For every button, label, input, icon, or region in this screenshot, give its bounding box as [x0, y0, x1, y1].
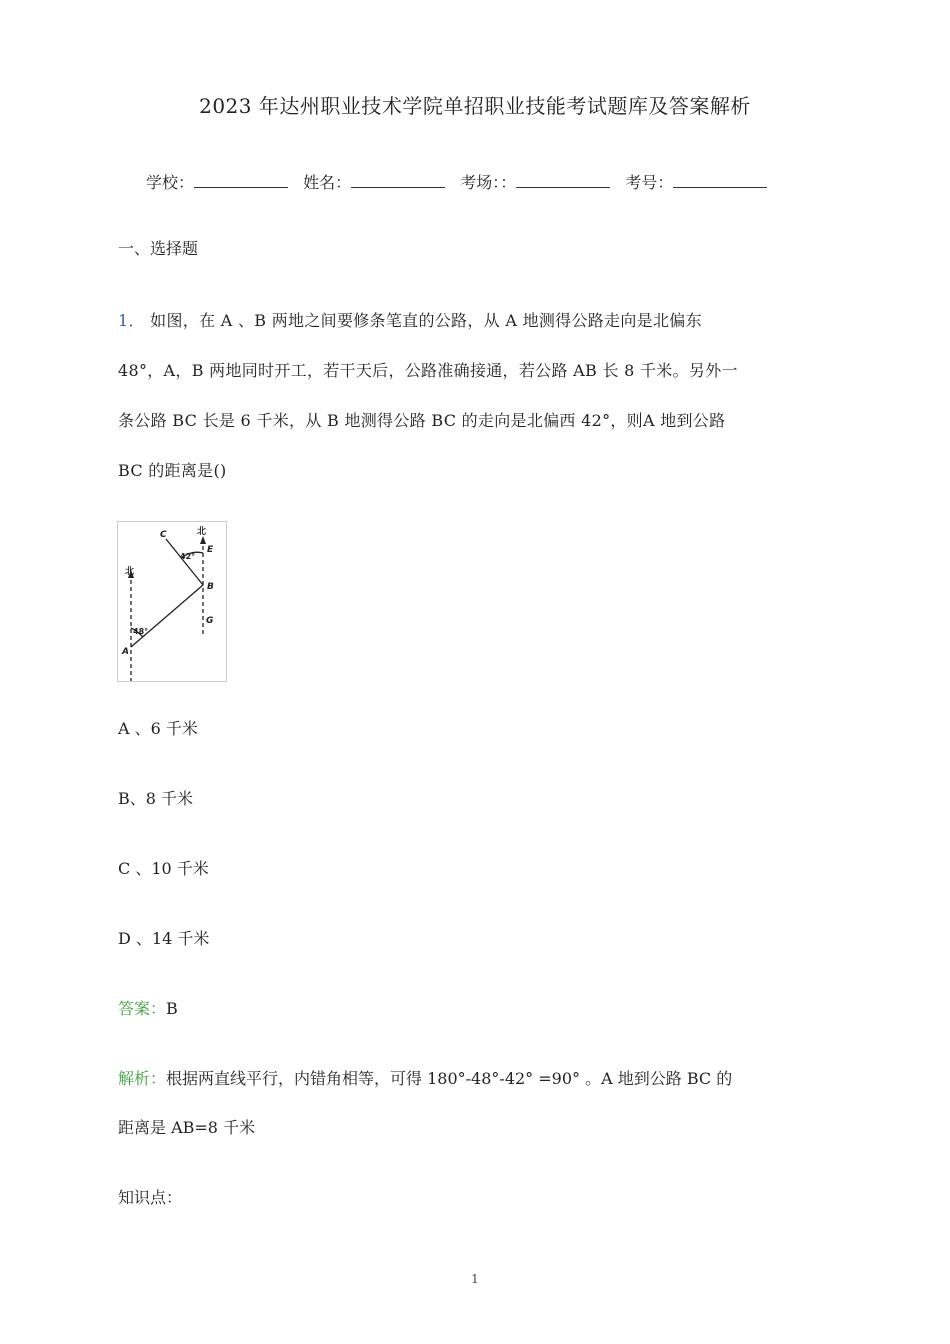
north-arrow-b — [200, 536, 206, 544]
label-e: E — [207, 545, 214, 555]
label-north-left: 北 — [125, 567, 135, 577]
analysis-line-1 — [118, 1066, 732, 1089]
angle-label-42: 42° — [180, 552, 196, 561]
knowledge-label: 知识点： — [118, 1188, 183, 1207]
road-ab — [131, 585, 203, 647]
option-d: D 、14 千米 — [118, 929, 210, 948]
student-info-row — [146, 170, 777, 193]
section-heading: 一、选择题 — [118, 239, 199, 258]
name-label: 姓名： — [303, 173, 352, 192]
id-label: 考号： — [625, 173, 674, 192]
label-b: B — [207, 582, 214, 592]
room-blank — [516, 173, 610, 188]
question-number: 1． — [118, 311, 145, 330]
option-c: C 、10 千米 — [118, 859, 209, 878]
label-a: A — [122, 647, 129, 657]
analysis-label: 解析： — [118, 1069, 167, 1088]
label-g: G — [206, 616, 214, 626]
question-line-4: BC 的距离是() — [118, 461, 227, 480]
analysis-line-2: 距离是 AB=8 千米 — [118, 1118, 256, 1137]
room-label: 考场：： — [460, 173, 517, 192]
school-label: 学校： — [146, 173, 195, 192]
analysis-text: 根据两直线平行，内错角相等，可得 180°-48°-42° =90° 。A 地到公路 BC 的 — [166, 1069, 733, 1088]
name-blank — [351, 173, 445, 188]
road-bc — [166, 539, 203, 585]
question-line-3: 条公路 BC 长是 6 千米，从 B 地测得公路 BC 的走向是北偏西 42°，则A 地到公路 — [118, 411, 726, 430]
school-blank — [194, 173, 288, 188]
question-line-1 — [118, 308, 702, 331]
id-blank — [673, 173, 767, 188]
question-line-2: 48°，A，B 两地同时开工，若干天后，公路准确接通，若公路 AB 长 8 千米。另外一 — [118, 361, 738, 380]
option-b: B、8 千米 — [118, 789, 194, 808]
option-a: A 、6 千米 — [118, 719, 198, 738]
answer-line — [118, 996, 178, 1019]
page-title: 2023 年达州职业技术学院单招职业技能考试题库及答案解析 — [199, 94, 751, 118]
page-number: 1 — [471, 1272, 479, 1286]
label-north-right: 北 — [197, 527, 207, 537]
question-figure — [117, 521, 227, 682]
answer-label: 答案： — [118, 999, 167, 1018]
question-text: 如图，在 A 、B 两地之间要修条笔直的公路，从 A 地测得公路走向是北偏东 — [150, 311, 702, 330]
label-c: C — [160, 530, 167, 540]
answer-value: B — [166, 999, 178, 1018]
angle-label-48: 48° — [133, 627, 149, 636]
